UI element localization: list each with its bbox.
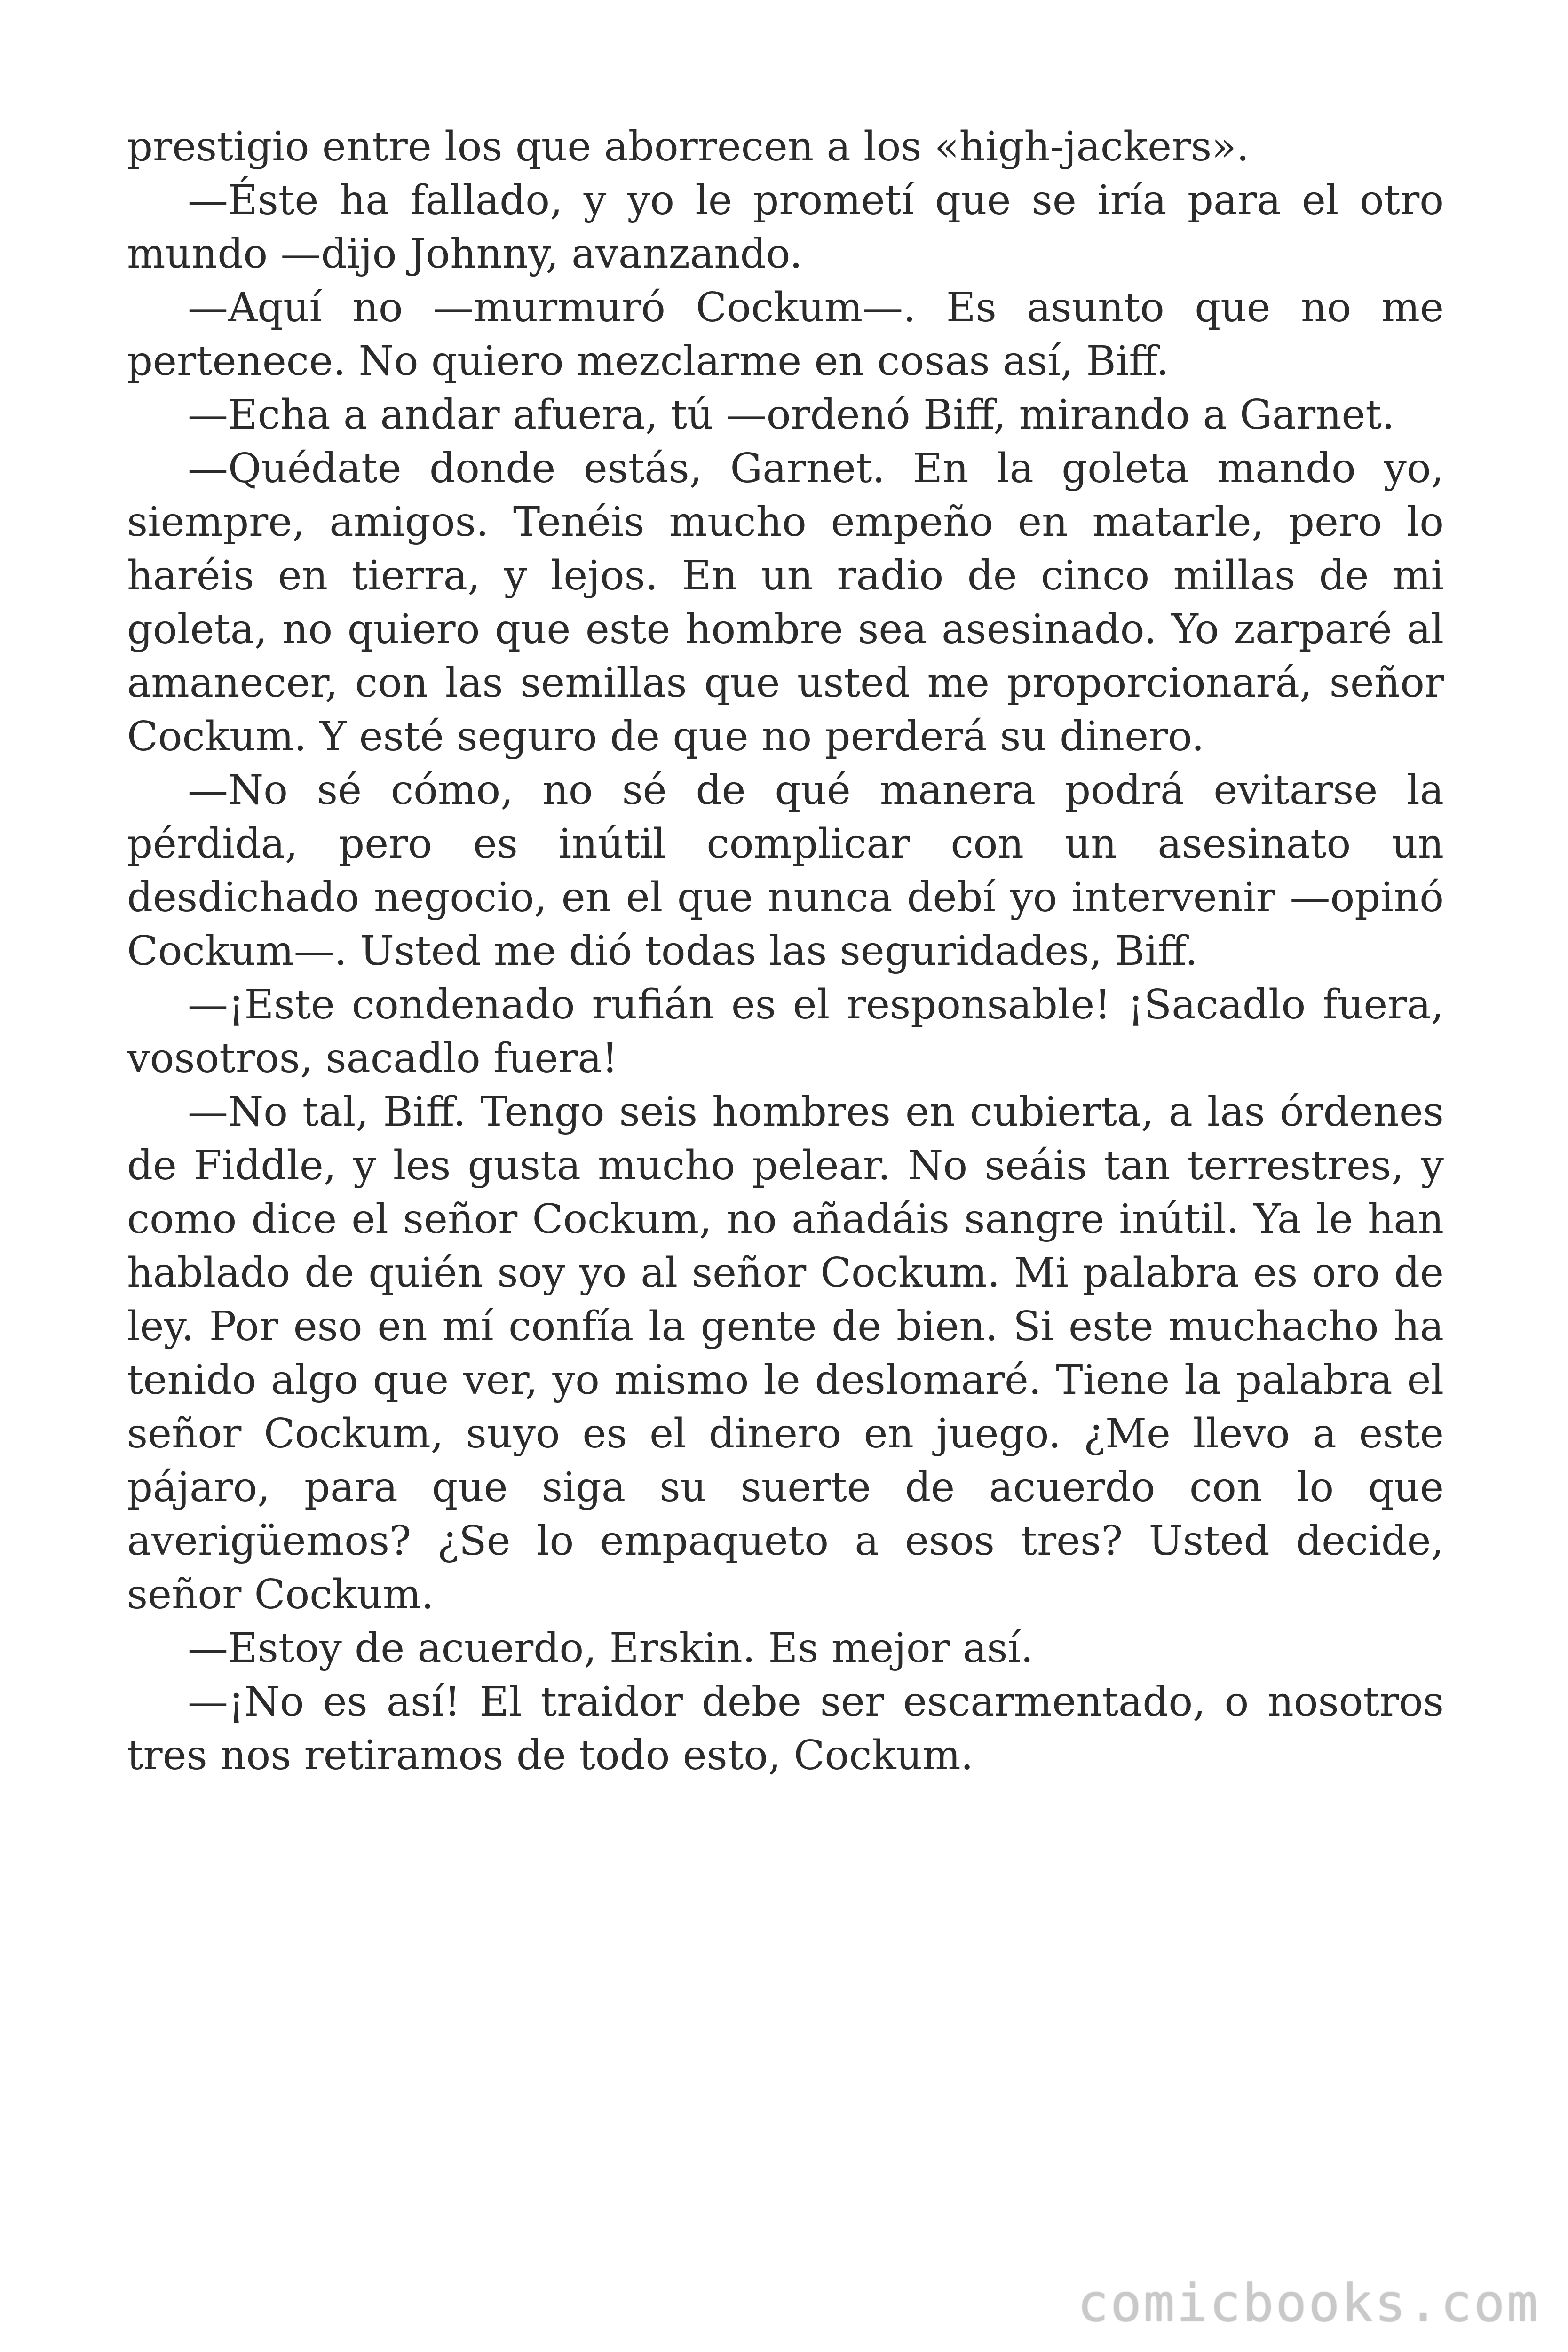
paragraph: —Echa a andar afuera, tú —ordenó Biff, mirando a Garnet. bbox=[188, 391, 1395, 438]
paragraph: prestigio entre los que aborrecen a los «high-jackers». bbox=[127, 123, 1250, 170]
paragraph: —Éste ha fallado, y yo le prometí que se iría para el otro mundo —dijo Johnny, avanzando. bbox=[127, 177, 1444, 278]
paragraph: —Quédate donde estás, Garnet. En la goleta mando yo, siempre, amigos. Tenéis mucho empeño en matarle, pero lo haréis en tierra, y lejos. En un radio de cinco millas de mi goleta, no quiero que este hombre sea asesinado. Yo zarparé al amanecer, con las semillas que usted me proporcionará, señor Cockum. Y esté seguro de que no perderá su dinero. bbox=[127, 445, 1444, 760]
page-body bbox=[127, 120, 1444, 1782]
watermark: comicbooks.com bbox=[1077, 2273, 1540, 2333]
paragraph: —Aquí no —murmuró Cockum—. Es asunto que no me pertenece. No quiero mezclarme en cosas así, Biff. bbox=[127, 284, 1444, 385]
paragraph: —¡Este condenado rufián es el responsable! ¡Sacadlo fuera, vosotros, sacadlo fuera! bbox=[127, 981, 1444, 1082]
paragraph: —Estoy de acuerdo, Erskin. Es mejor así. bbox=[188, 1625, 1034, 1672]
paragraph: —No tal, Biff. Tengo seis hombres en cubierta, a las órdenes de Fiddle, y les gusta mucho pelear. No seáis tan terrestres, y como dice el señor Cockum, no añadáis sangre inútil. Ya le han hablado de quién soy yo al señor Cockum. Mi palabra es oro de ley. Por eso en mí confía la gente de bien. Si este muchacho ha tenido algo que ver, yo mismo le deslomaré. Tiene la palabra el señor Cockum, suyo es el dinero en juego. ¿Me llevo a este pájaro, para que siga su suerte de acuerdo con lo que averigüemos? ¿Se lo empaqueto a esos tres? Usted decide, señor Cockum. bbox=[127, 1089, 1444, 1618]
paragraph: —No sé cómo, no sé de qué manera podrá evitarse la pérdida, pero es inútil complicar con un asesinato un desdichado negocio, en el que nunca debí yo intervenir —opinó Cockum—. Usted me dió todas las seguridades, Biff. bbox=[127, 767, 1444, 975]
paragraph: —¡No es así! El traidor debe ser escarmentado, o nosotros tres nos retiramos de todo esto, Cockum. bbox=[127, 1678, 1444, 1779]
